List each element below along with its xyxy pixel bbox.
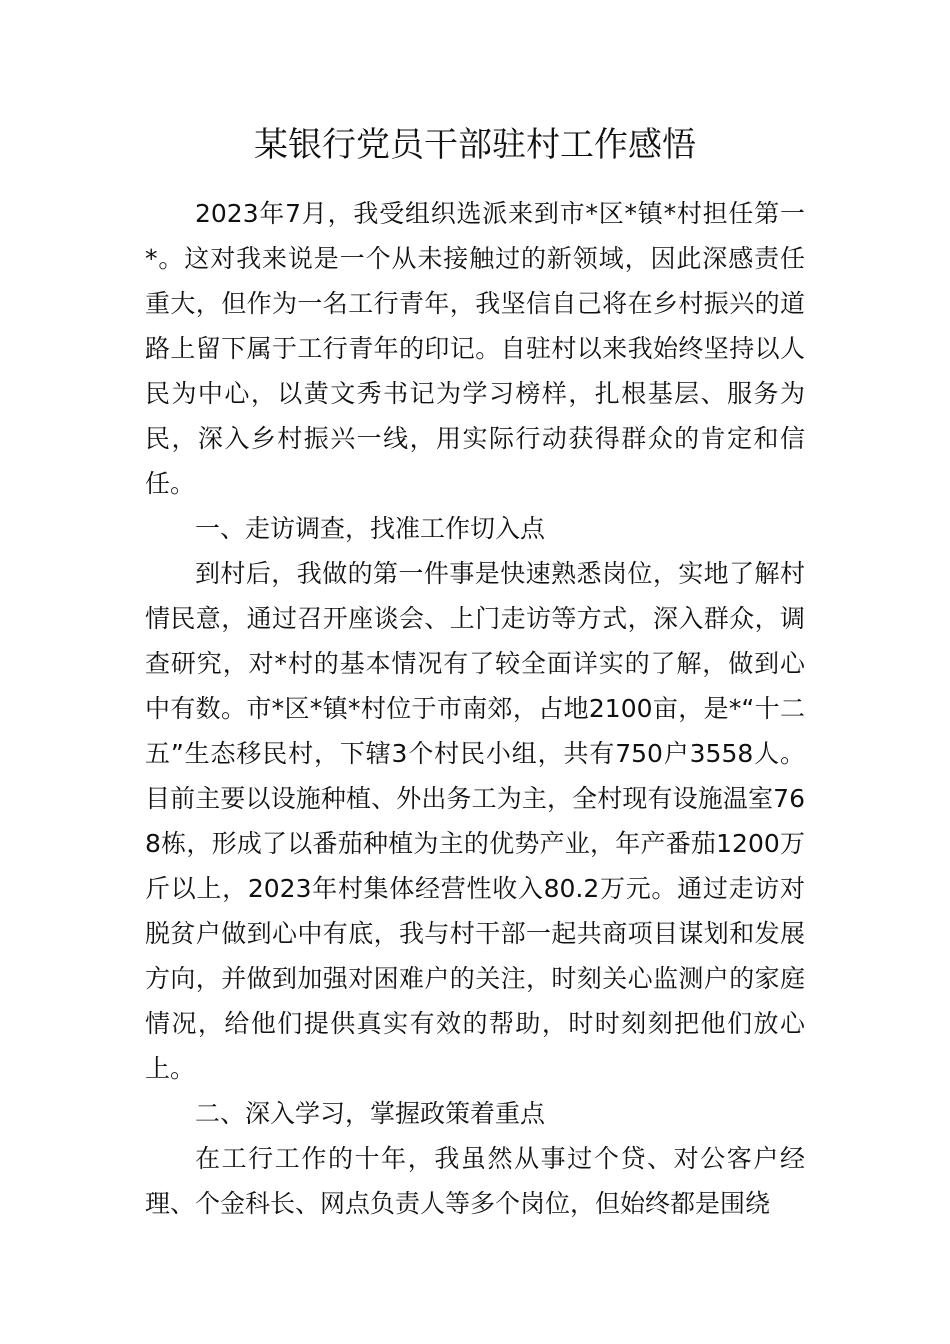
section-heading-2: 二、深入学习，掌握政策着重点: [195, 1099, 546, 1128]
paragraph-section-1: 到村后，我做的第一件事是快速熟悉岗位，实地了解村情民意，通过召开座谈会、上门走访等方式，深入群众，调查研究，对*村的基本情况有了较全面详实的了解，做到心中有数。市*区*镇*村位于市南郊，占地2100亩，是*“十二五”生态移民村，下辖3个村民小组，共有750户3558人。目前主要以设施种植、外出务工为主，全村现有设施温室768栋，形成了以番茄种植为主的优势产业，年产番茄1200万斤以上，2023年村集体经营性收入80.2万元。通过走访对脱贫户做到心中有底，我与村干部一起共商项目谋划和发展方向，并做到加强对困难户的关注，时刻关心监测户的家庭情况，给他们提供真实有效的帮助，时时刻刻把他们放心上。: [145, 559, 805, 1083]
paragraph-section-2: 在工行工作的十年，我虽然从事过个贷、对公客户经理、个金科长、网点负责人等多个岗位，但始终都是围绕: [145, 1144, 805, 1218]
document-body: [145, 191, 805, 1226]
section-heading-1: 一、走访调查，找准工作切入点: [195, 514, 546, 543]
paragraph-intro: 2023年7月，我受组织选派来到市*区*镇*村担任第一*。这对我来说是一个从未接触过的新领域，因此深感责任重大，但作为一名工行青年，我坚信自己将在乡村振兴的道路上留下属于工行青年的印记。自驻村以来我始终坚持以人民为中心，以黄文秀书记为学习榜样，扎根基层、服务为民，深入乡村振兴一线，用实际行动获得群众的肯定和信任。: [145, 199, 805, 498]
document-title: 某银行党员干部驻村工作感悟: [254, 125, 696, 165]
